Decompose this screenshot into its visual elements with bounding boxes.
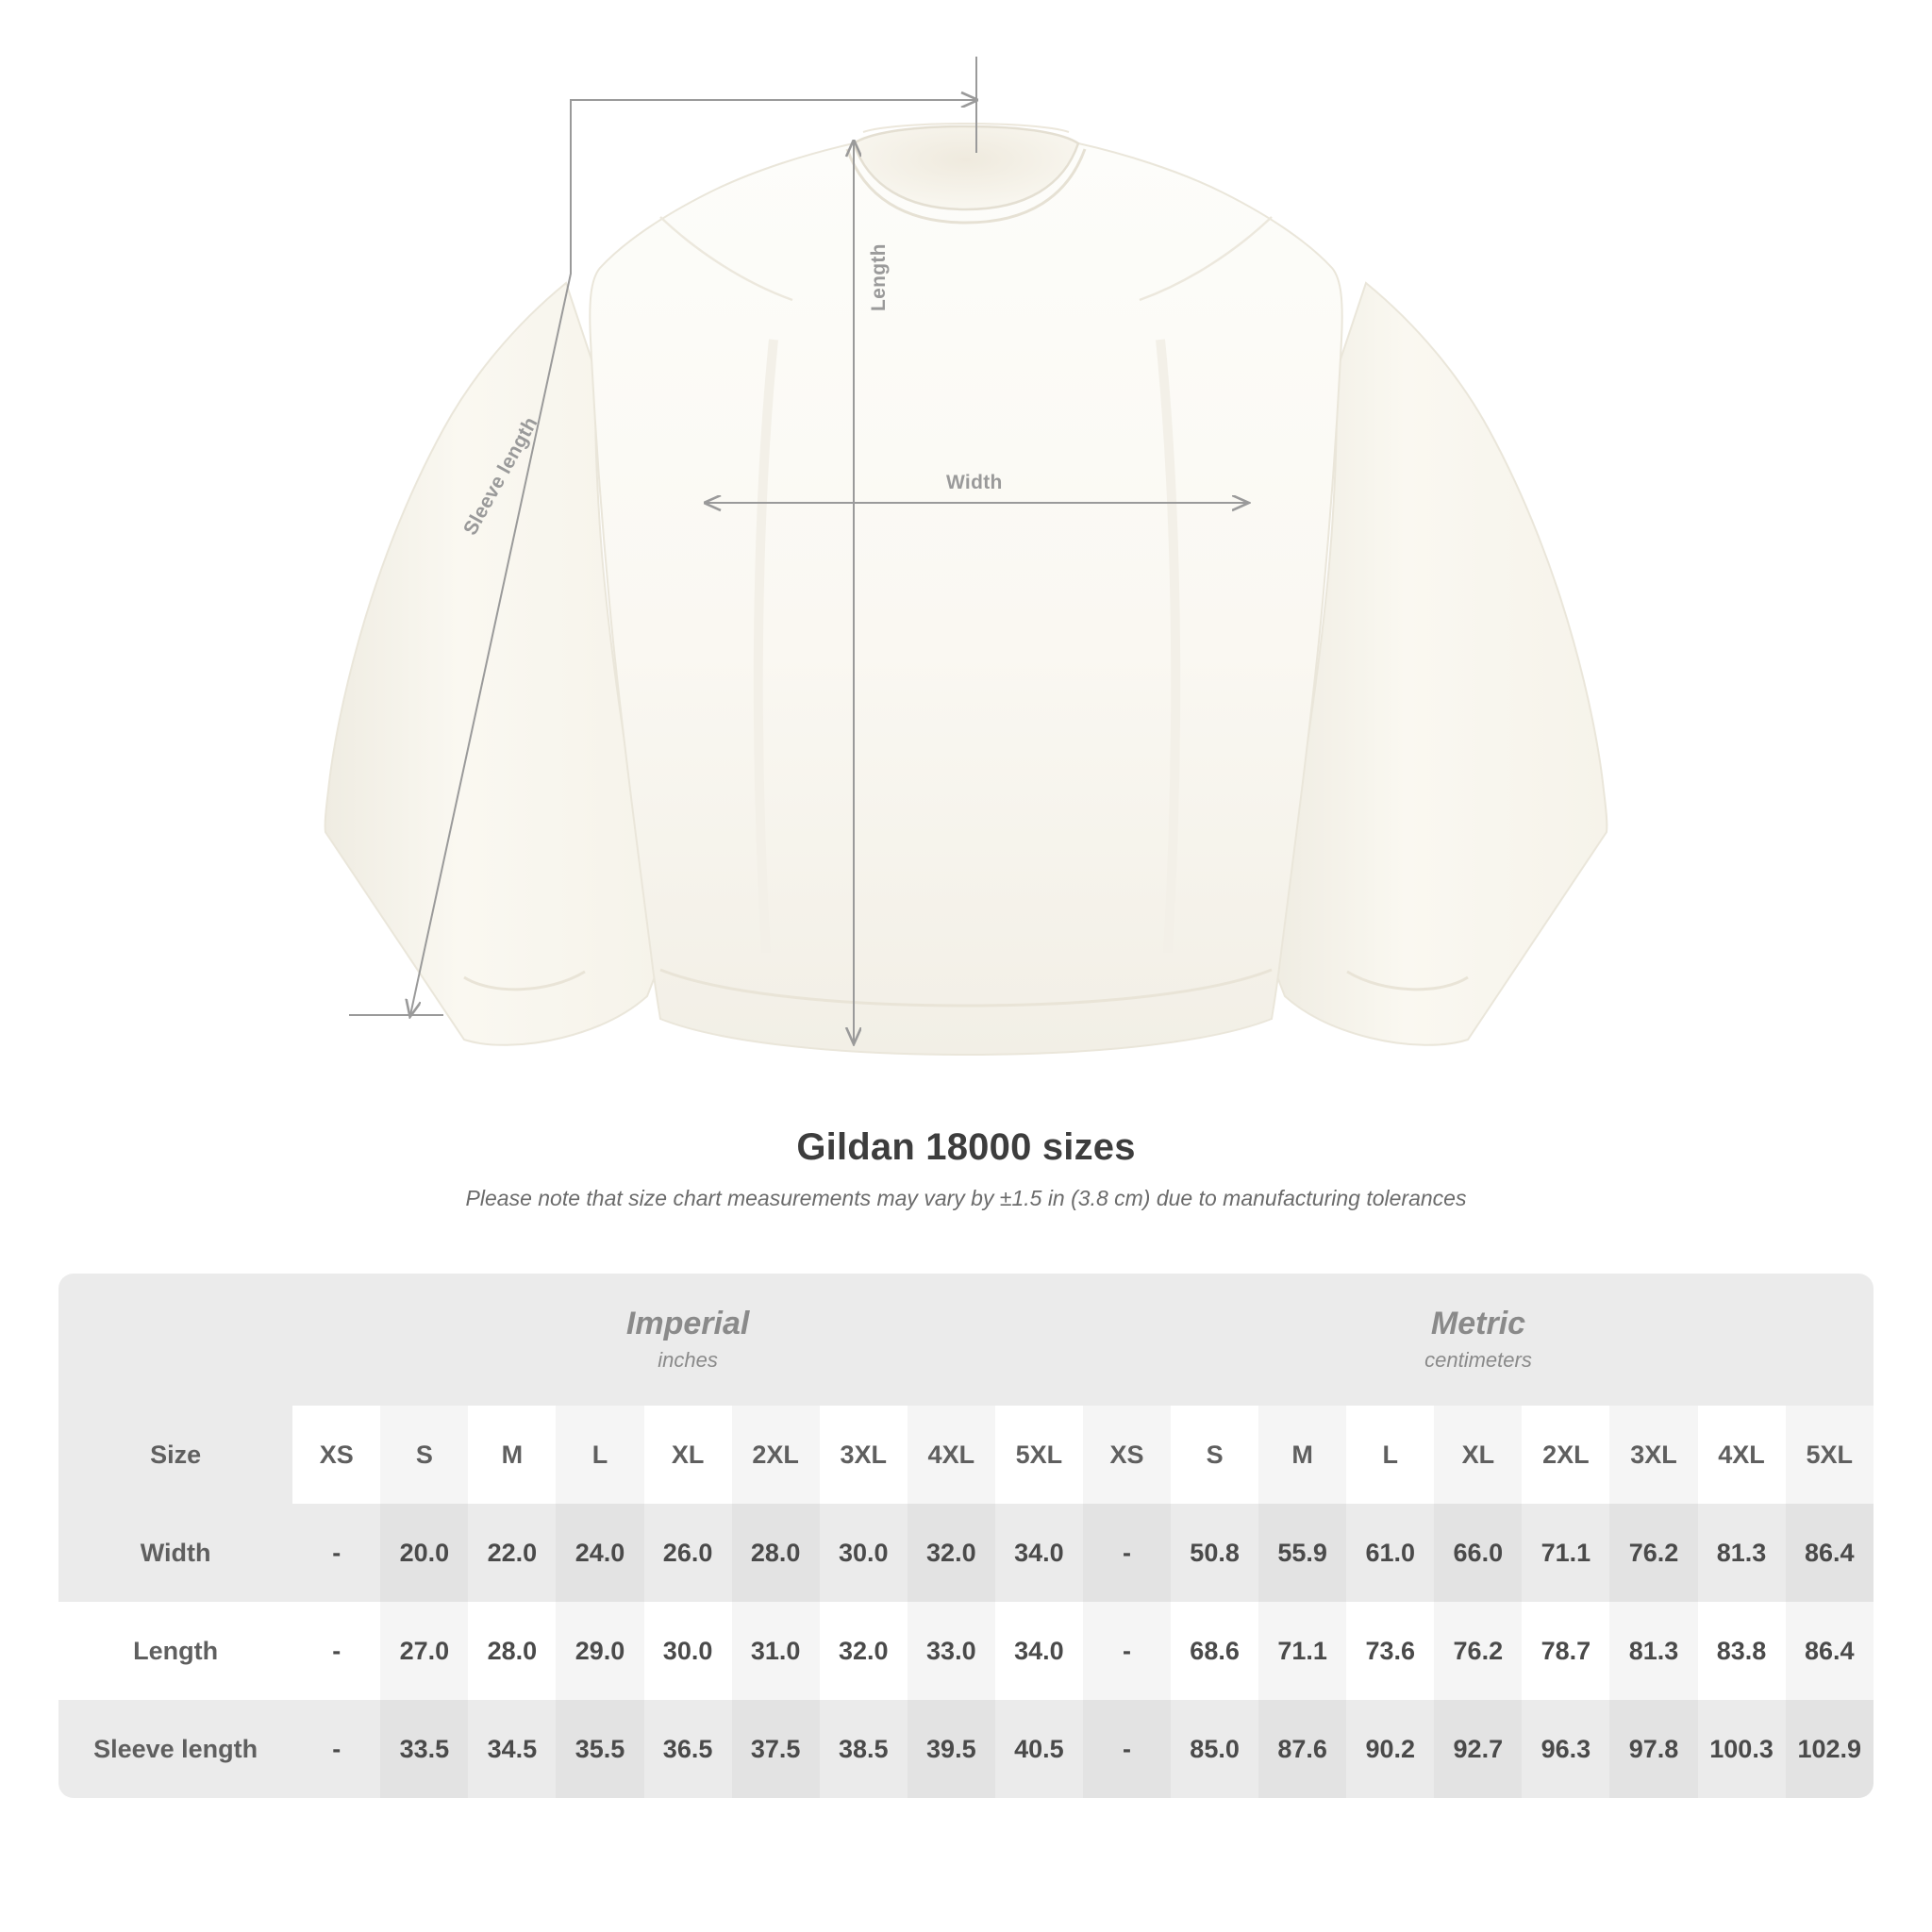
length-label: Length (868, 243, 890, 311)
size-header-metric-5: 2XL (1522, 1406, 1609, 1504)
cell-width-met-2: 55.9 (1258, 1504, 1346, 1602)
cell-sleeve-imp-0: - (292, 1700, 380, 1798)
cell-sleeve-imp-2: 34.5 (468, 1700, 556, 1798)
cell-sleeve-imp-4: 36.5 (644, 1700, 732, 1798)
cell-length-met-8: 86.4 (1786, 1602, 1874, 1700)
cell-length-met-0: - (1083, 1602, 1171, 1700)
cell-width-imp-6: 30.0 (820, 1504, 908, 1602)
size-header-imperial-0: XS (292, 1406, 380, 1504)
cell-width-imp-2: 22.0 (468, 1504, 556, 1602)
cell-length-imp-7: 33.0 (908, 1602, 995, 1700)
size-header-label: Size (58, 1406, 292, 1504)
size-header-metric-0: XS (1083, 1406, 1171, 1504)
table-row (58, 1700, 1874, 1798)
table-row (58, 1504, 1874, 1602)
size-header-imperial-1: S (380, 1406, 468, 1504)
cell-sleeve-met-0: - (1083, 1700, 1171, 1798)
size-header-metric-7: 4XL (1698, 1406, 1786, 1504)
cell-length-imp-8: 34.0 (995, 1602, 1083, 1700)
cell-length-imp-6: 32.0 (820, 1602, 908, 1700)
cell-width-met-4: 66.0 (1434, 1504, 1522, 1602)
cell-sleeve-met-7: 100.3 (1698, 1700, 1786, 1798)
cell-length-imp-1: 27.0 (380, 1602, 468, 1700)
cell-length-met-2: 71.1 (1258, 1602, 1346, 1700)
size-table-wrapper (58, 1274, 1874, 1798)
cell-width-imp-7: 32.0 (908, 1504, 995, 1602)
size-header-row (58, 1406, 1874, 1504)
imperial-header-cell (292, 1274, 1083, 1406)
cell-sleeve-met-5: 96.3 (1522, 1700, 1609, 1798)
metric-name: Metric (1430, 1306, 1526, 1342)
cell-length-met-7: 83.8 (1698, 1602, 1786, 1700)
cell-sleeve-imp-1: 33.5 (380, 1700, 468, 1798)
tolerance-note: Please note that size chart measurements may vary by ±1.5 in (3.8 cm) due to manufacturing tolerances (465, 1186, 1467, 1210)
cell-sleeve-imp-3: 35.5 (556, 1700, 643, 1798)
title-block (0, 1126, 1932, 1211)
unit-header-row (58, 1274, 1874, 1406)
unit-corner-cell (58, 1274, 292, 1406)
cell-length-imp-3: 29.0 (556, 1602, 643, 1700)
cell-length-imp-2: 28.0 (468, 1602, 556, 1700)
size-header-metric-6: 3XL (1609, 1406, 1697, 1504)
cell-length-met-5: 78.7 (1522, 1602, 1609, 1700)
size-header-imperial-7: 4XL (908, 1406, 995, 1504)
cell-sleeve-imp-8: 40.5 (995, 1700, 1083, 1798)
cell-width-met-3: 61.0 (1346, 1504, 1434, 1602)
cell-length-imp-5: 31.0 (732, 1602, 820, 1700)
size-header-metric-8: 5XL (1786, 1406, 1874, 1504)
cell-length-imp-4: 30.0 (644, 1602, 732, 1700)
cell-sleeve-met-8: 102.9 (1786, 1700, 1874, 1798)
size-header-imperial-6: 3XL (820, 1406, 908, 1504)
cell-width-met-8: 86.4 (1786, 1504, 1874, 1602)
row-label-width: Width (58, 1504, 292, 1602)
cell-width-met-5: 71.1 (1522, 1504, 1609, 1602)
metric-header-cell (1083, 1274, 1874, 1406)
cell-length-met-4: 76.2 (1434, 1602, 1522, 1700)
cell-sleeve-met-4: 92.7 (1434, 1700, 1522, 1798)
cell-length-met-6: 81.3 (1609, 1602, 1697, 1700)
cell-width-met-1: 50.8 (1171, 1504, 1258, 1602)
cell-length-imp-0: - (292, 1602, 380, 1700)
cell-width-imp-3: 24.0 (556, 1504, 643, 1602)
cell-sleeve-met-2: 87.6 (1258, 1700, 1346, 1798)
sleeve-length-label: Sleeve length (459, 413, 542, 540)
cell-length-met-1: 68.6 (1171, 1602, 1258, 1700)
size-header-imperial-8: 5XL (995, 1406, 1083, 1504)
row-label-sleeve-length: Sleeve length (58, 1700, 292, 1798)
cell-sleeve-met-1: 85.0 (1171, 1700, 1258, 1798)
cell-sleeve-imp-5: 37.5 (732, 1700, 820, 1798)
cell-width-imp-0: - (292, 1504, 380, 1602)
cell-width-imp-5: 28.0 (732, 1504, 820, 1602)
cell-width-met-6: 76.2 (1609, 1504, 1697, 1602)
table-row (58, 1602, 1874, 1700)
size-header-metric-1: S (1171, 1406, 1258, 1504)
size-header-imperial-3: L (556, 1406, 643, 1504)
cell-sleeve-met-6: 97.8 (1609, 1700, 1697, 1798)
page-title: Gildan 18000 sizes (796, 1126, 1136, 1168)
row-label-length: Length (58, 1602, 292, 1700)
cell-width-met-0: - (1083, 1504, 1171, 1602)
cell-length-met-3: 73.6 (1346, 1602, 1434, 1700)
imperial-sub: inches (658, 1347, 718, 1372)
cell-width-imp-8: 34.0 (995, 1504, 1083, 1602)
cell-sleeve-met-3: 90.2 (1346, 1700, 1434, 1798)
size-header-metric-4: XL (1434, 1406, 1522, 1504)
size-header-imperial-4: XL (644, 1406, 732, 1504)
size-header-metric-3: L (1346, 1406, 1434, 1504)
size-header-metric-2: M (1258, 1406, 1346, 1504)
torso (590, 143, 1341, 1055)
cell-sleeve-imp-6: 38.5 (820, 1700, 908, 1798)
size-table (58, 1274, 1874, 1798)
width-label: Width (946, 472, 1003, 493)
cell-sleeve-imp-7: 39.5 (908, 1700, 995, 1798)
size-header-imperial-5: 2XL (732, 1406, 820, 1504)
metric-sub: centimeters (1424, 1347, 1532, 1372)
size-header-imperial-2: M (468, 1406, 556, 1504)
cell-width-imp-4: 26.0 (644, 1504, 732, 1602)
imperial-name: Imperial (625, 1306, 750, 1342)
cell-width-met-7: 81.3 (1698, 1504, 1786, 1602)
cell-width-imp-1: 20.0 (380, 1504, 468, 1602)
